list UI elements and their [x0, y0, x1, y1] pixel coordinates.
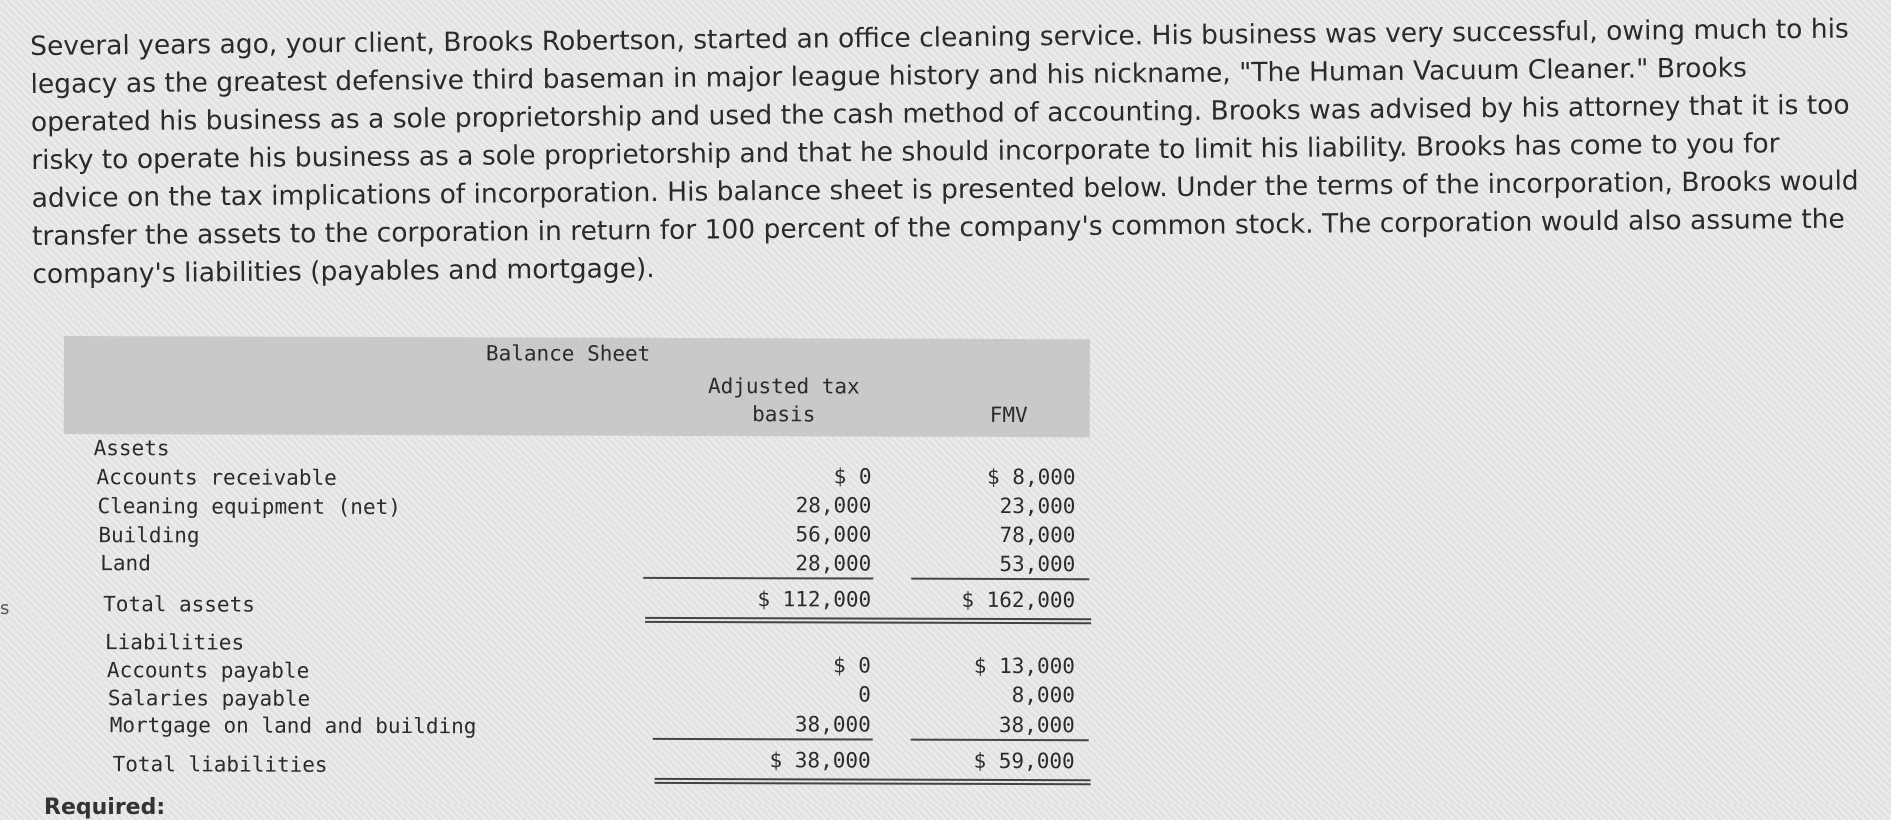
asset-fmv: 23,000	[999, 493, 1076, 519]
liabilities-heading: Liabilities	[105, 630, 245, 655]
total-liabilities-adjusted: $ 38,000	[769, 748, 871, 773]
total-liabilities-double-rule	[655, 778, 1091, 785]
total-assets-label: Total assets	[103, 592, 255, 617]
total-assets-double-rule	[645, 617, 1091, 624]
liability-fmv: 8,000	[1011, 682, 1075, 708]
asset-label: Cleaning equipment (net)	[97, 494, 401, 520]
required-heading: Required:	[44, 795, 166, 820]
edge-mark: s	[0, 598, 10, 619]
balance-sheet-table	[63, 336, 1094, 809]
asset-adjusted: 28,000	[795, 493, 872, 518]
asset-adjusted: 56,000	[795, 522, 872, 547]
asset-fmv: $ 8,000	[987, 464, 1076, 490]
asset-label: Building	[98, 523, 200, 548]
asset-adjusted: 28,000	[795, 551, 872, 576]
asset-fmv: 78,000	[999, 522, 1076, 548]
liability-label: Salaries payable	[107, 686, 311, 711]
liability-fmv: 38,000	[998, 712, 1075, 738]
total-liabilities-fmv: $ 59,000	[973, 748, 1075, 774]
liabilities-subtotal-rule-fmv	[911, 739, 1089, 742]
col-header-adjusted-basis: basis	[752, 402, 816, 427]
subtotal-rule-adjusted	[643, 577, 873, 580]
liability-fmv: $ 13,000	[973, 653, 1076, 679]
asset-label: Accounts receivable	[96, 465, 337, 490]
liability-adjusted: $ 0	[832, 653, 872, 678]
total-assets-adjusted: $ 112,000	[757, 587, 872, 612]
liability-adjusted: 0	[858, 682, 871, 707]
subtotal-rule-fmv	[911, 578, 1089, 581]
problem-statement: Several years ago, your client, Brooks Robertson, started an office cleaning service. His business was very successful, owing much to his legacy as the greatest defensive third baseman in major league history and his nickname, "The Human Vacuum Cleaner." Brooks operated his business as a sole proprietorship and used the cash method of accounting. Brooks was advised by his attorney that it is too risky to operate his business as a sole proprietorship and that he should incorporate to limit his liability. Brooks has come to you for advice on the tax implications of incorporation. His balance sheet is presented below. Under the terms of the incorporation, Brooks would transfer the assets to the corporation in return for 100 percent of the company's common stock. The corporation would also assume the company's liabilities (payables and mortgage).	[30, 13, 1859, 290]
liability-label: Mortgage on land and building	[109, 713, 477, 739]
col-header-fmv: FMV	[989, 402, 1028, 428]
asset-adjusted: $ 0	[833, 464, 872, 489]
table-title: Balance Sheet	[485, 341, 651, 366]
total-assets-fmv: $ 162,000	[961, 587, 1076, 613]
liabilities-subtotal-rule-adjusted	[653, 738, 873, 741]
asset-label: Land	[100, 551, 151, 576]
total-liabilities-label: Total liabilities	[112, 752, 328, 777]
liability-label: Accounts payable	[106, 658, 310, 683]
liability-adjusted: 38,000	[794, 712, 871, 737]
asset-fmv: 53,000	[999, 551, 1076, 577]
assets-heading: Assets	[93, 436, 170, 461]
col-header-adjusted: Adjusted tax	[707, 374, 860, 399]
